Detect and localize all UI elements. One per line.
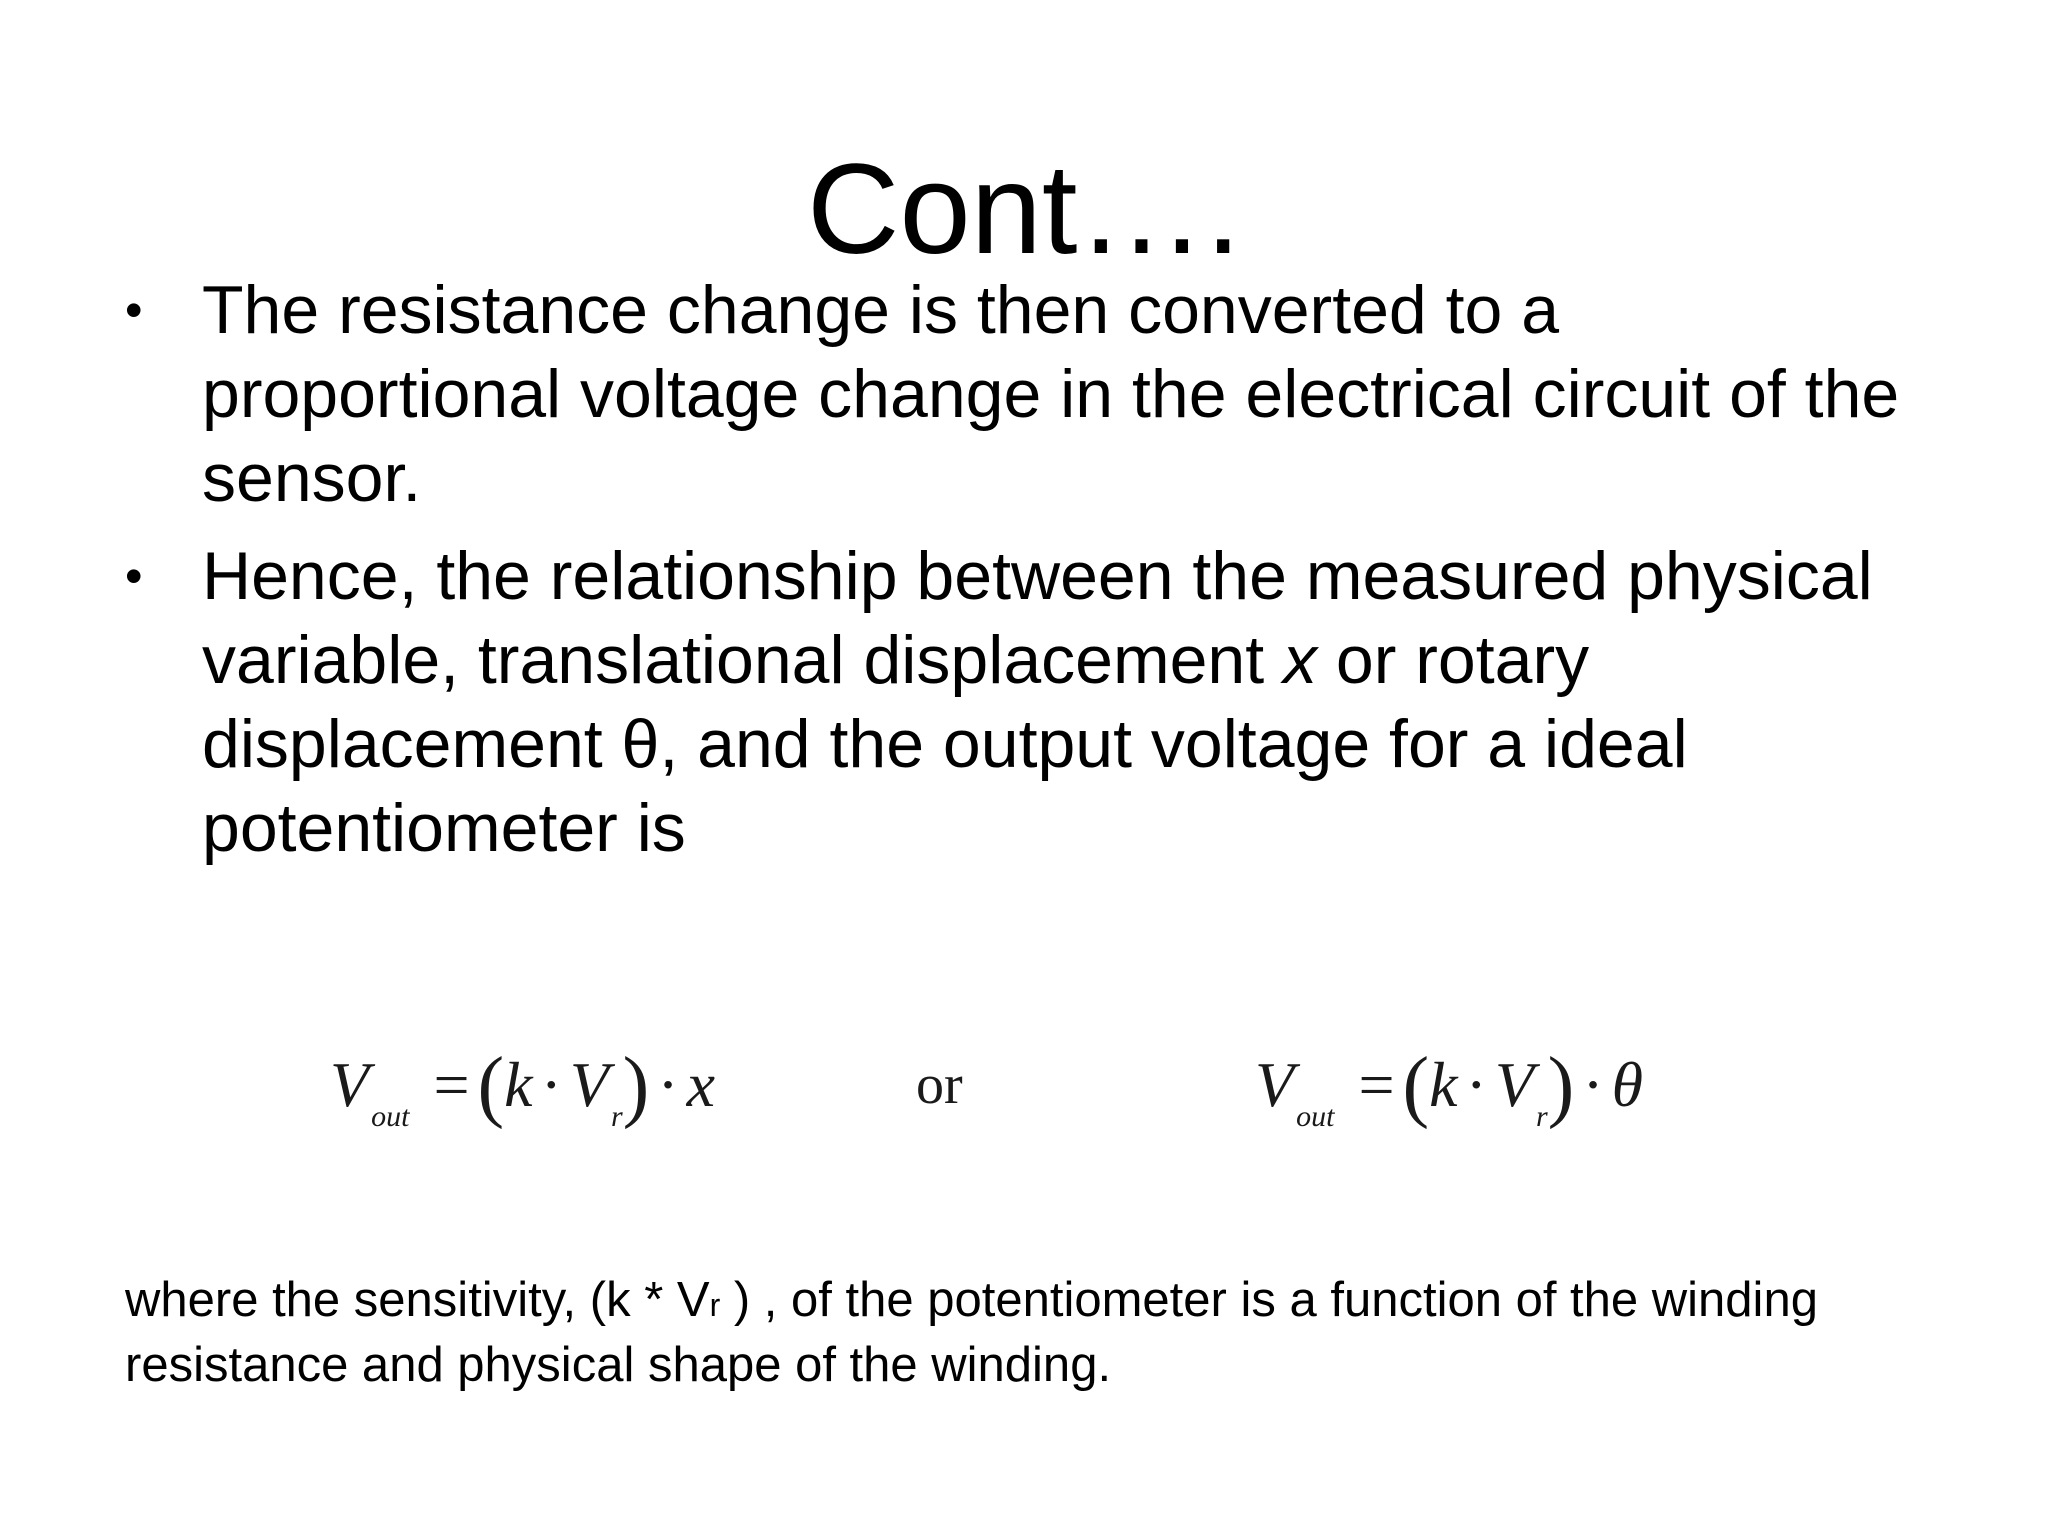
- bullet-text-line: displacement θ, and the output voltage for a ideal: [202, 706, 1688, 782]
- bullet-marker: •: [125, 282, 143, 338]
- formula-subscript: r: [1535, 1100, 1548, 1133]
- formula-symbol: θ: [1611, 1049, 1644, 1120]
- bullet-text-line: sensor.: [202, 440, 422, 516]
- bullet-text-line: [202, 618, 1985, 702]
- formula-paren: (: [1402, 1042, 1430, 1130]
- bullet-item: [125, 268, 1985, 520]
- formula-paren: ): [1547, 1042, 1575, 1130]
- formula-translational: [330, 1040, 716, 1133]
- formula-operator: =: [1358, 1049, 1395, 1120]
- formula-symbol: k: [504, 1049, 533, 1120]
- formula-paren: ): [622, 1042, 650, 1130]
- bullet-text-line: potentiometer is: [202, 790, 686, 866]
- footnote-text: where the sensitivity, (k * V: [125, 1273, 710, 1327]
- footnote-subscript: r: [709, 1287, 721, 1323]
- formula-subscript: out: [1296, 1100, 1335, 1133]
- formula-symbol: x: [686, 1049, 716, 1120]
- formula-symbol: V: [1255, 1049, 1295, 1120]
- formula-symbol: V: [1494, 1049, 1534, 1120]
- variable-x: x: [1283, 622, 1318, 698]
- formula-operator: =: [433, 1049, 470, 1120]
- formula-or: or: [916, 1054, 963, 1116]
- formula-operator: ·: [1582, 1049, 1604, 1120]
- formula-subscript: out: [371, 1100, 410, 1133]
- formula-operator: ·: [1465, 1049, 1487, 1120]
- formula-symbol: V: [330, 1049, 370, 1120]
- bullet-marker: •: [125, 548, 143, 604]
- formula-paren: (: [477, 1042, 505, 1130]
- bullet-list: [125, 268, 1985, 870]
- bullet-text-line: proportional voltage change in the electrical circuit of the: [202, 356, 1900, 432]
- bullet-text-segment: or rotary: [1317, 622, 1590, 698]
- bullet-text-line: Hence, the relationship between the measured physical: [202, 538, 1873, 614]
- footnote: [125, 1270, 1985, 1395]
- formula-operator: ·: [540, 1049, 562, 1120]
- bullet-text-line: The resistance change is then converted to a: [202, 272, 1560, 348]
- formula-rotary: [1255, 1040, 1644, 1133]
- formula-subscript: r: [610, 1100, 623, 1133]
- formula-symbol: V: [569, 1049, 609, 1120]
- bullet-text-segment: variable, translational displacement: [202, 622, 1284, 698]
- footnote-line: resistance and physical shape of the winding.: [125, 1338, 1112, 1392]
- formula-symbol: k: [1429, 1049, 1458, 1120]
- bullet-item: [125, 534, 1985, 870]
- footnote-text: ) , of the potentiometer is a function of the winding: [720, 1273, 1818, 1327]
- footnote-line: [125, 1270, 1985, 1335]
- slide-title: Cont….: [807, 138, 1241, 281]
- formula-operator: ·: [657, 1049, 679, 1120]
